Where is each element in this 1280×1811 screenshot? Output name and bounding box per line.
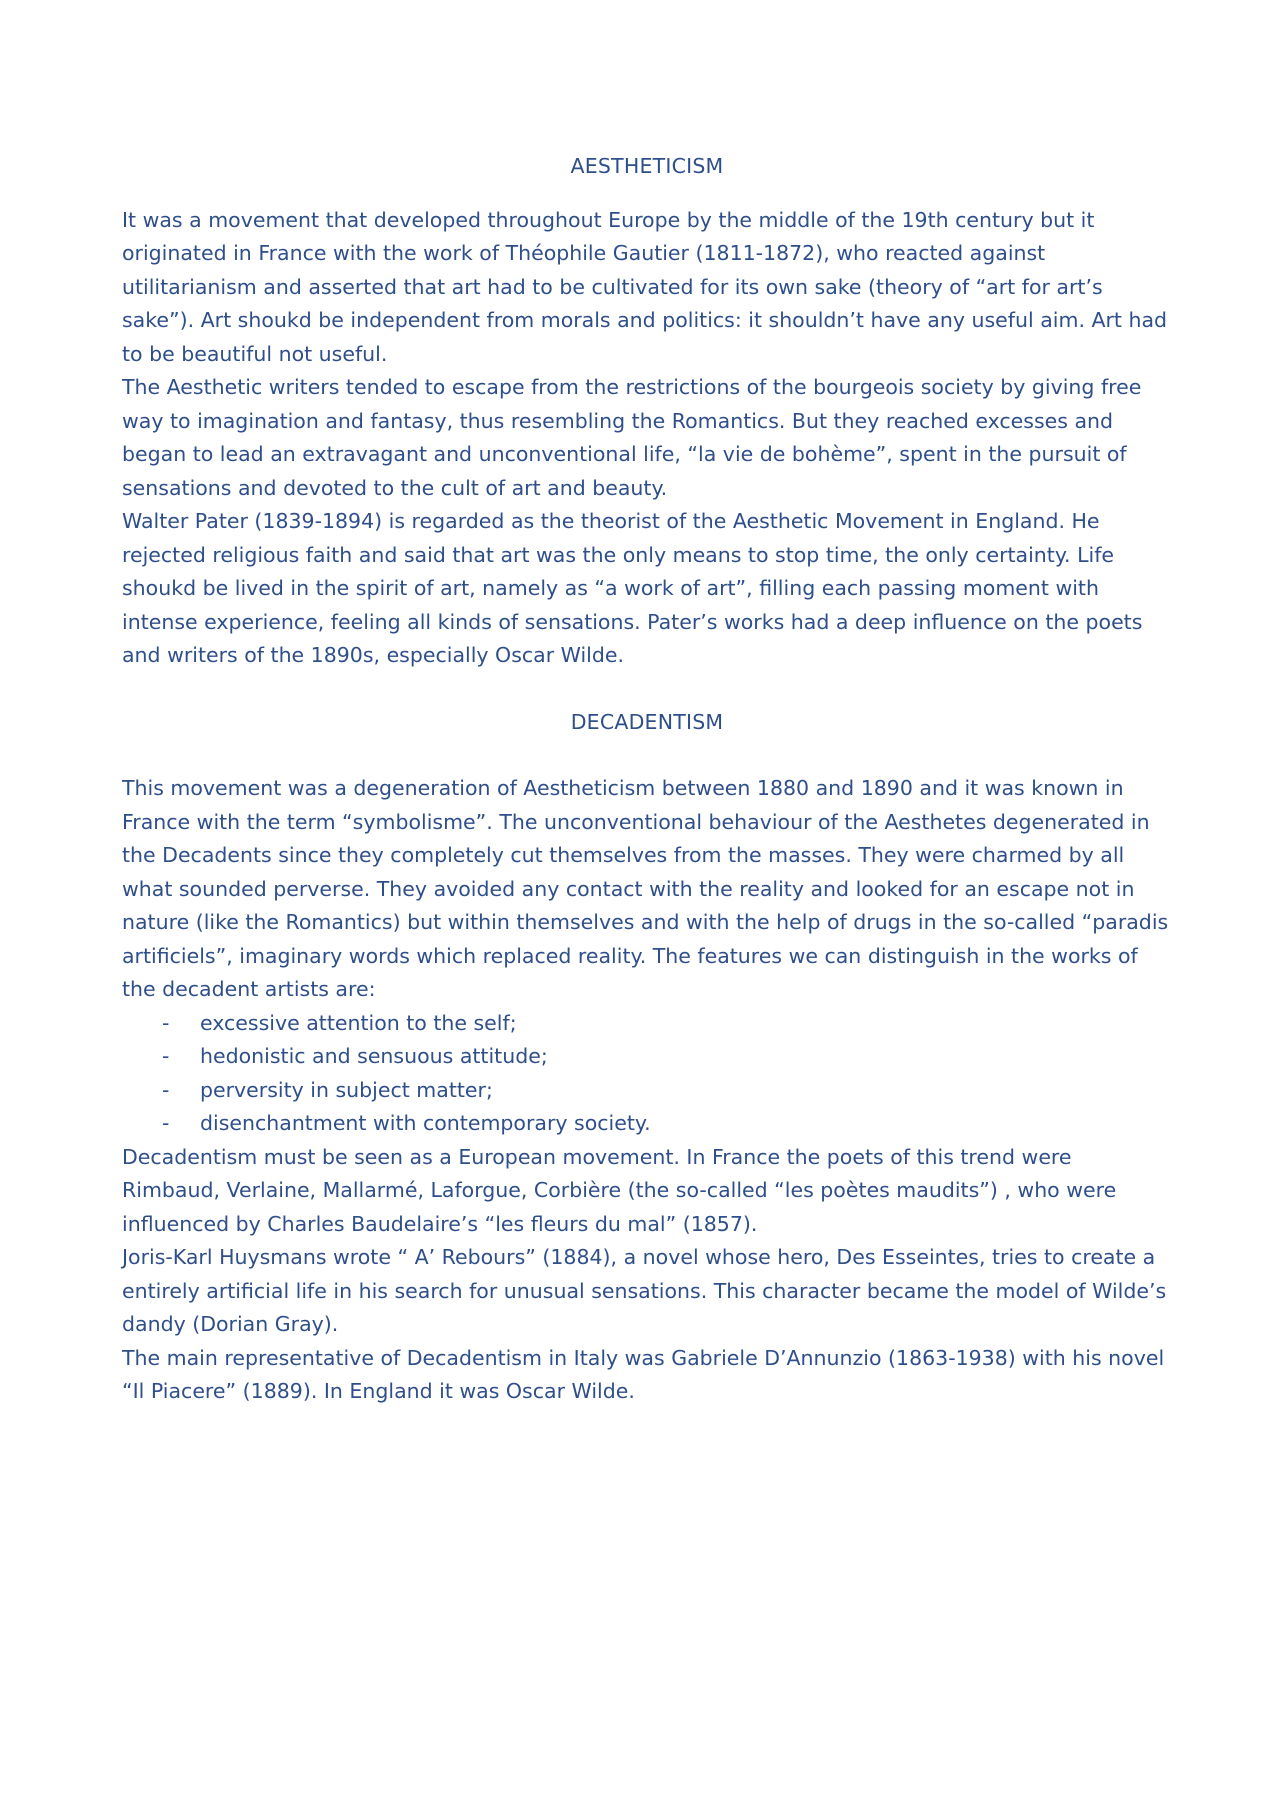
- list-item-text: excessive attention to the self;: [200, 1010, 517, 1035]
- spacer: [122, 673, 1172, 706]
- list-item-text: disenchantment with contemporary society.: [200, 1111, 651, 1135]
- paragraph-dannunzio: The main representative of Decadentism in Italy was Gabriele D’Annunzio (1863-1938) with his novel “Il Piacere” (1889). In England it was Oscar Wilde.: [122, 1345, 1165, 1403]
- features-list: [122, 1007, 1172, 1141]
- paragraph-aesthetic-writers: The Aesthetic writers tended to escape from the restrictions of the bourgeois society by giving free way to imagination and fantasy, thus resembling the Romantics. But they reached excesses and began to lead an extravagant and unconventional life, “la vie de bohème”, spent in the pursuit of sensations and devoted to the cult of art and beauty.: [122, 375, 1142, 500]
- paragraph-walter-pater: Walter Pater (1839-1894) is regarded as the theorist of the Aesthetic Movement in England. He rejected religious faith and said that art was the only means to stop time, the only certainty. Life shoukd be lived in the spirit of art, namely as “a work of art”, filling each passing moment with intense experience, feeling all kinds of sensations. Pater’s works had a deep influence on the poets and writers of the 1890s, especially Oscar Wilde.: [122, 509, 1143, 667]
- list-marker: -: [162, 1111, 170, 1135]
- spacer: [122, 184, 1172, 204]
- paragraph-aestheticism-origin: It was a movement that developed throughout Europe by the middle of the 19th century but it originated in France with the work of Théophile Gautier (1811-1872), who reacted against utilitarianism and asserted that art had to be cultivated for its own sake (theory of “art for art’s sake”). Art shoukd be independent from morals and politics: it shouldn’t have any useful aim. Art had to be beautiful not useful.: [122, 207, 1168, 366]
- spacer: [122, 739, 1172, 772]
- list-item: [122, 1040, 1172, 1074]
- section-heading-decadentism: DECADENTISM: [570, 709, 724, 734]
- list-item: [122, 1007, 1172, 1041]
- list-item-text: perversity in subject matter;: [200, 1077, 493, 1102]
- list-marker: -: [162, 1044, 170, 1068]
- list-item: [122, 1107, 1172, 1141]
- paragraph-huysmans: Joris-Karl Huysmans wrote “ A’ Rebours” (1884), a novel whose hero, Des Esseintes, tries to create a entirely artificial life in his search for unusual sensations. This character became the model of Wilde’s dandy (Dorian Gray).: [122, 1245, 1167, 1336]
- document-body: [122, 150, 1172, 1409]
- list-item: [122, 1074, 1172, 1108]
- list-marker: -: [162, 1077, 170, 1102]
- section-heading-aestheticism: AESTHETICISM: [570, 154, 724, 178]
- paragraph-european-movement: Decadentism must be seen as a European movement. In France the poets of this trend were Rimbaud, Verlaine, Mallarmé, Laforgue, Corbière (the so-called “les poètes maudits”) , who were influenced by Charles Baudelaire’s “les fleurs du mal” (1857).: [122, 1144, 1117, 1236]
- list-marker: -: [162, 1010, 170, 1035]
- list-item-text: hedonistic and sensuous attitude;: [200, 1044, 548, 1068]
- paragraph-decadentism-intro: This movement was a degeneration of Aestheticism between 1880 and 1890 and it was known in France with the term “symbolisme”. The unconventional behaviour of the Aesthetes degenerated in the Decadents since they completely cut themselves from the masses. They were charmed by all what sounded perverse. They avoided any contact with the reality and looked for an escape not in nature (like the Romantics) but within themselves and with the help of drugs in the so-called “paradis artificiels”, imaginary words which replaced reality. The features we can distinguish in the works of the decadent artists are:: [122, 776, 1169, 1001]
